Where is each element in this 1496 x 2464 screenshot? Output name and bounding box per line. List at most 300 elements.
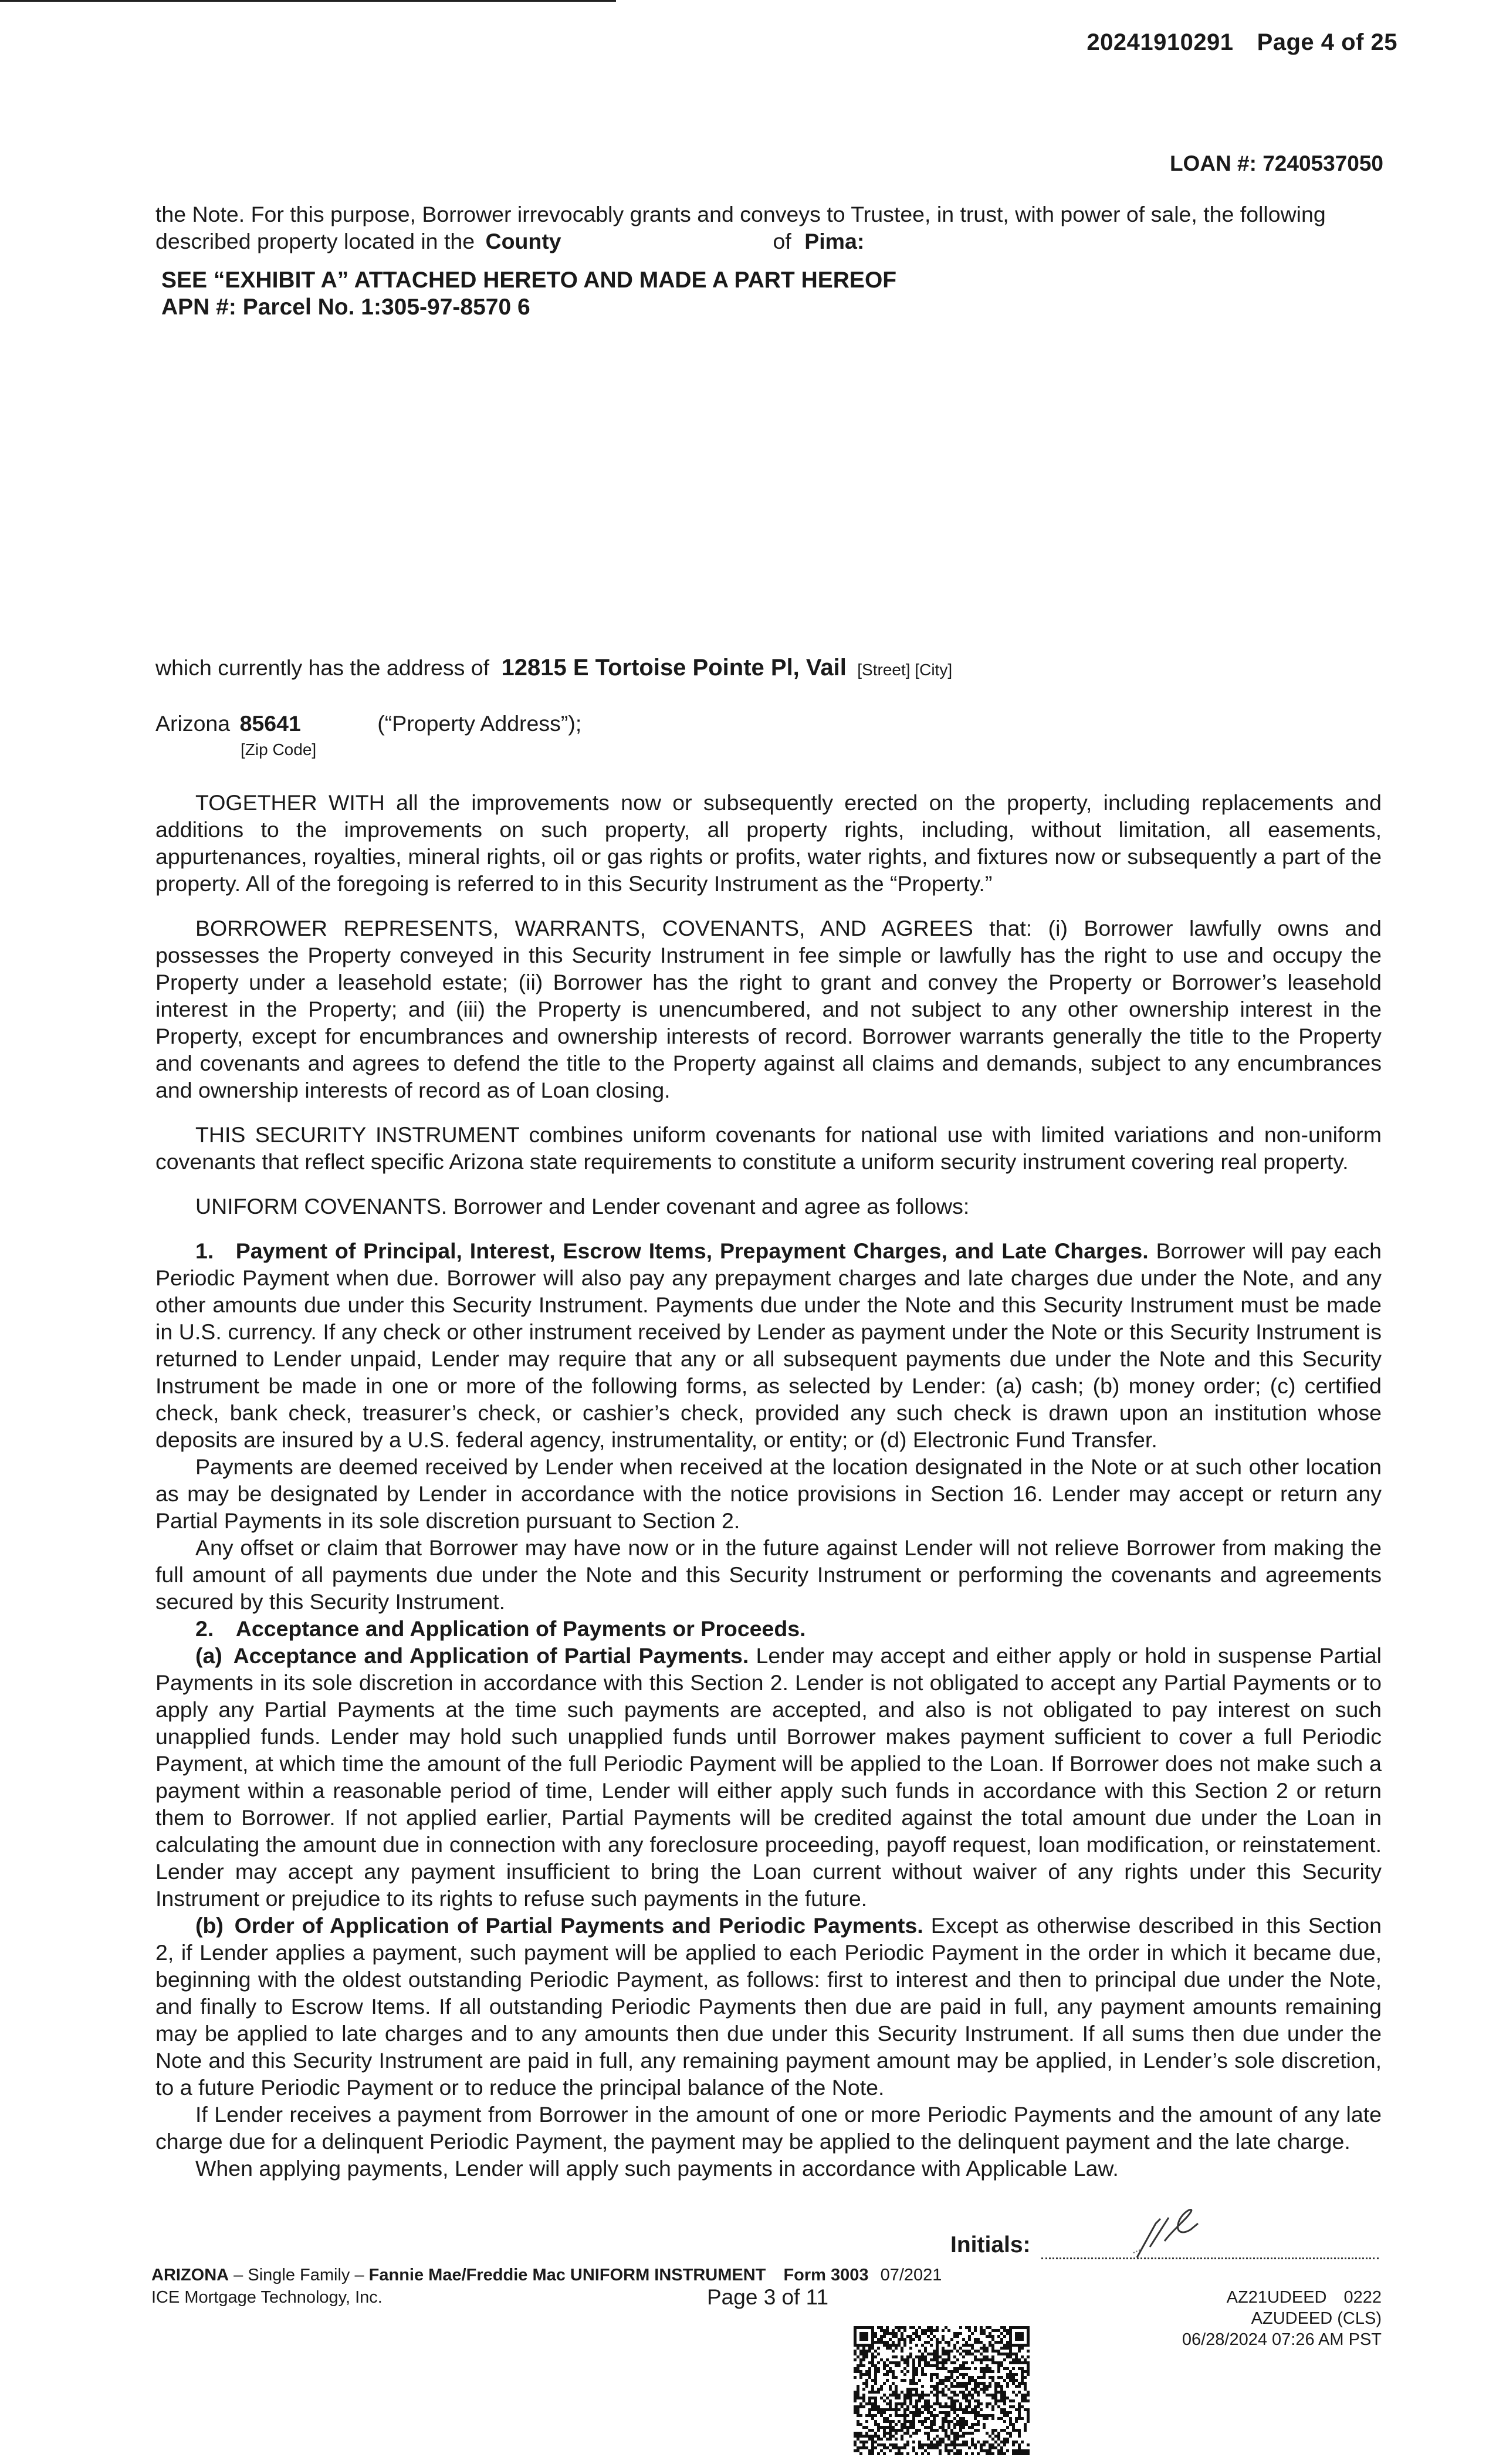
barcode-module <box>874 2370 877 2373</box>
barcode-module <box>1012 2376 1015 2379</box>
barcode-module <box>983 2358 986 2361</box>
barcode-module <box>909 2394 912 2397</box>
barcode-module <box>945 2379 947 2382</box>
barcode-module <box>901 2335 903 2338</box>
barcode-module <box>936 2394 939 2397</box>
barcode-module <box>901 2379 903 2382</box>
barcode-module <box>868 2449 871 2452</box>
barcode-module <box>959 2452 962 2455</box>
barcode-module <box>874 2399 877 2402</box>
barcode-module <box>909 2435 912 2438</box>
barcode-module <box>859 2405 862 2408</box>
barcode-module <box>956 2443 959 2446</box>
barcode-module <box>1018 2414 1021 2417</box>
barcode-module <box>868 2361 871 2364</box>
barcode-module <box>868 2435 871 2438</box>
barcode-module <box>889 2429 892 2432</box>
barcode-module <box>859 2423 862 2426</box>
main-body <box>155 789 1382 2182</box>
barcode-module <box>997 2364 1000 2367</box>
barcode-module <box>874 2414 877 2417</box>
barcode-module <box>1015 2394 1018 2397</box>
section-2b-heading: (b) Order of Application of Partial Payments and Periodic Payments. <box>195 1913 923 1938</box>
barcode-module <box>924 2361 927 2364</box>
barcode-module <box>1018 2350 1021 2353</box>
barcode-module <box>959 2426 962 2429</box>
barcode-module <box>895 2376 898 2379</box>
barcode-module <box>962 2364 965 2367</box>
barcode-module <box>1009 2420 1012 2423</box>
barcode-module <box>857 2446 859 2449</box>
barcode-module <box>909 2397 912 2399</box>
barcode-module <box>942 2411 945 2414</box>
barcode-module <box>874 2441 877 2443</box>
barcode-module <box>953 2426 956 2429</box>
barcode-module <box>947 2344 950 2347</box>
barcode-module <box>1027 2364 1030 2367</box>
barcode-module <box>950 2350 953 2353</box>
barcode-module <box>859 2373 862 2376</box>
barcode-module <box>997 2417 1000 2420</box>
barcode-module <box>942 2338 945 2341</box>
barcode-module <box>956 2449 959 2452</box>
barcode-module <box>1009 2411 1012 2414</box>
barcode-module <box>953 2438 956 2441</box>
barcode-module <box>942 2382 945 2385</box>
barcode-module <box>1006 2329 1009 2332</box>
barcode-module <box>918 2411 921 2414</box>
barcode-module <box>989 2335 991 2338</box>
barcode-module <box>1027 2344 1030 2347</box>
barcode-module <box>889 2426 892 2429</box>
barcode-module <box>924 2399 927 2402</box>
exhibit-line: SEE “EXHIBIT A” ATTACHED HERETO AND MADE A PART HEREOF <box>161 268 897 293</box>
barcode-module <box>892 2373 895 2376</box>
barcode-module <box>1027 2329 1030 2332</box>
barcode-module <box>936 2364 939 2367</box>
barcode-module <box>927 2411 930 2414</box>
barcode-module <box>1018 2446 1021 2449</box>
barcode-module <box>895 2408 898 2411</box>
barcode-module <box>962 2443 965 2446</box>
barcode-module <box>909 2402 912 2405</box>
barcode-module <box>921 2405 924 2408</box>
barcode-module <box>997 2361 1000 2364</box>
barcode-module <box>886 2370 889 2373</box>
barcode-module <box>942 2358 945 2361</box>
barcode-module <box>983 2373 986 2376</box>
barcode-module <box>956 2414 959 2417</box>
barcode-module <box>898 2429 901 2432</box>
barcode-module <box>956 2385 959 2388</box>
barcode-module <box>989 2376 991 2379</box>
barcode-module <box>968 2432 971 2435</box>
barcode-module <box>936 2388 939 2391</box>
barcode-module <box>986 2414 989 2417</box>
barcode-module <box>862 2373 865 2376</box>
barcode-module <box>903 2341 906 2344</box>
form-state: ARIZONA <box>151 2266 229 2284</box>
barcode-module <box>1000 2326 1003 2329</box>
barcode-module <box>871 2429 874 2432</box>
barcode-module <box>980 2332 983 2335</box>
barcode-module <box>965 2341 968 2344</box>
barcode-module <box>1027 2367 1030 2370</box>
barcode-module <box>871 2417 874 2420</box>
barcode-module <box>986 2326 989 2329</box>
barcode-module <box>915 2329 918 2332</box>
barcode-module <box>997 2329 1000 2332</box>
barcode-module <box>971 2438 974 2441</box>
barcode-module <box>1015 2326 1018 2329</box>
barcode-module <box>865 2385 868 2388</box>
barcode-module <box>918 2399 921 2402</box>
barcode-module <box>1018 2452 1021 2455</box>
barcode-module <box>874 2405 877 2408</box>
barcode-module <box>859 2361 862 2364</box>
barcode-module <box>968 2338 971 2341</box>
barcode-module <box>986 2335 989 2338</box>
barcode-module <box>877 2367 880 2370</box>
barcode-module <box>918 2429 921 2432</box>
barcode-module <box>986 2385 989 2388</box>
barcode-module <box>921 2385 924 2388</box>
barcode-module <box>880 2426 883 2429</box>
barcode-module <box>854 2332 857 2335</box>
barcode-module <box>1027 2414 1030 2417</box>
barcode-module <box>977 2423 980 2426</box>
barcode-module <box>909 2341 912 2344</box>
barcode-module <box>991 2370 994 2373</box>
barcode-module <box>968 2405 971 2408</box>
barcode-module <box>953 2411 956 2414</box>
barcode-module <box>871 2341 874 2344</box>
page-indicator: Page 4 of 25 <box>1257 29 1397 55</box>
barcode-module <box>868 2402 871 2405</box>
barcode-module <box>927 2443 930 2446</box>
barcode-module <box>1015 2420 1018 2423</box>
barcode-module <box>991 2417 994 2420</box>
barcode-module <box>1024 2388 1027 2391</box>
barcode-qr <box>854 2326 1030 2455</box>
barcode-module <box>953 2385 956 2388</box>
barcode-module <box>901 2391 903 2394</box>
barcode-module <box>956 2376 959 2379</box>
barcode-module <box>901 2402 903 2405</box>
barcode-module <box>877 2347 880 2350</box>
barcode-module <box>912 2370 915 2373</box>
barcode-module <box>971 2408 974 2411</box>
state-zip-line <box>155 710 581 737</box>
barcode-module <box>936 2443 939 2446</box>
barcode-module <box>1006 2414 1009 2417</box>
barcode-module <box>986 2355 989 2358</box>
barcode-module <box>912 2405 915 2408</box>
barcode-module <box>895 2344 898 2347</box>
barcode-module <box>906 2405 909 2408</box>
barcode-module <box>903 2329 906 2332</box>
barcode-module <box>939 2405 942 2408</box>
barcode-module <box>956 2420 959 2423</box>
barcode-module <box>983 2382 986 2385</box>
barcode-module <box>945 2443 947 2446</box>
barcode-module <box>903 2373 906 2376</box>
barcode-module <box>1003 2347 1006 2350</box>
barcode-module <box>986 2452 989 2455</box>
barcode-module <box>977 2452 980 2455</box>
barcode-module <box>933 2417 936 2420</box>
barcode-module <box>965 2373 968 2376</box>
barcode-module <box>994 2397 997 2399</box>
barcode-module <box>930 2420 933 2423</box>
barcode-module <box>942 2379 945 2382</box>
barcode-module <box>997 2341 1000 2344</box>
barcode-module <box>959 2326 962 2329</box>
barcode-module <box>1024 2361 1027 2364</box>
barcode-module <box>877 2435 880 2438</box>
barcode-module <box>883 2435 886 2438</box>
barcode-module <box>1021 2441 1024 2443</box>
barcode-module <box>889 2449 892 2452</box>
barcode-module <box>965 2399 968 2402</box>
barcode-module <box>959 2429 962 2432</box>
barcode-module <box>927 2335 930 2338</box>
barcode-module <box>965 2344 968 2347</box>
barcode-module <box>953 2432 956 2435</box>
barcode-module <box>1024 2452 1027 2455</box>
barcode-module <box>962 2373 965 2376</box>
barcode-module <box>898 2338 901 2341</box>
barcode-module <box>983 2414 986 2417</box>
barcode-module <box>962 2338 965 2341</box>
barcode-module <box>889 2385 892 2388</box>
barcode-module <box>933 2402 936 2405</box>
barcode-module <box>886 2344 889 2347</box>
barcode-module <box>947 2420 950 2423</box>
barcode-module <box>895 2405 898 2408</box>
barcode-module <box>947 2397 950 2399</box>
barcode-module <box>991 2394 994 2397</box>
barcode-module <box>953 2435 956 2438</box>
barcode-module <box>936 2326 939 2329</box>
barcode-module <box>912 2423 915 2426</box>
barcode-module <box>994 2435 997 2438</box>
barcode-module <box>898 2329 901 2332</box>
barcode-module <box>918 2361 921 2364</box>
barcode-module <box>974 2405 977 2408</box>
barcode-module <box>1006 2344 1009 2347</box>
barcode-module <box>877 2426 880 2429</box>
barcode-module <box>1027 2420 1030 2423</box>
barcode-module <box>909 2335 912 2338</box>
barcode-module <box>959 2385 962 2388</box>
barcode-module <box>871 2435 874 2438</box>
barcode-module <box>950 2441 953 2443</box>
barcode-module <box>956 2432 959 2435</box>
barcode-module <box>909 2426 912 2429</box>
barcode-module <box>918 2441 921 2443</box>
barcode-module <box>859 2432 862 2435</box>
barcode-module <box>868 2438 871 2441</box>
barcode-module <box>874 2402 877 2405</box>
barcode-module <box>1003 2397 1006 2399</box>
barcode-module <box>1012 2361 1015 2364</box>
barcode-module <box>857 2385 859 2388</box>
barcode-module <box>965 2441 968 2443</box>
barcode-module <box>1003 2452 1006 2455</box>
barcode-module <box>859 2353 862 2355</box>
barcode-module <box>868 2326 871 2329</box>
barcode-module <box>950 2405 953 2408</box>
barcode-module <box>909 2353 912 2355</box>
barcode-module <box>924 2417 927 2420</box>
barcode-module <box>983 2443 986 2446</box>
barcode-module <box>950 2420 953 2423</box>
barcode-module <box>977 2405 980 2408</box>
barcode-module <box>947 2350 950 2353</box>
barcode-module <box>1012 2358 1015 2361</box>
barcode-module <box>959 2367 962 2370</box>
barcode-module <box>989 2449 991 2452</box>
barcode-module <box>989 2402 991 2405</box>
barcode-module <box>859 2326 862 2329</box>
barcode-module <box>968 2326 971 2329</box>
barcode-module <box>892 2341 895 2344</box>
barcode-module <box>874 2379 877 2382</box>
barcode-module <box>991 2414 994 2417</box>
barcode-module <box>895 2347 898 2350</box>
barcode-module <box>892 2370 895 2373</box>
barcode-module <box>1006 2355 1009 2358</box>
barcode-module <box>986 2358 989 2361</box>
barcode-module <box>939 2382 942 2385</box>
barcode-module <box>989 2414 991 2417</box>
barcode-module <box>921 2367 924 2370</box>
barcode-module <box>977 2414 980 2417</box>
form-date: 07/2021 <box>880 2266 942 2284</box>
barcode-module <box>862 2347 865 2350</box>
barcode-module <box>1027 2443 1030 2446</box>
barcode-module <box>974 2411 977 2414</box>
barcode-module <box>921 2370 924 2373</box>
barcode-module <box>859 2435 862 2438</box>
barcode-module <box>939 2367 942 2370</box>
barcode-module <box>1021 2370 1024 2373</box>
barcode-module <box>883 2446 886 2449</box>
barcode-module <box>915 2429 918 2432</box>
barcode-module <box>977 2402 980 2405</box>
barcode-module <box>997 2335 1000 2338</box>
barcode-module <box>1009 2326 1012 2329</box>
barcode-module <box>1027 2335 1030 2338</box>
barcode-module <box>962 2397 965 2399</box>
barcode-module <box>889 2347 892 2350</box>
barcode-module <box>936 2402 939 2405</box>
barcode-module <box>953 2405 956 2408</box>
barcode-module <box>945 2394 947 2397</box>
barcode-module <box>924 2373 927 2376</box>
barcode-module <box>977 2391 980 2394</box>
barcode-module <box>1012 2399 1015 2402</box>
barcode-module <box>1003 2408 1006 2411</box>
barcode-module <box>886 2364 889 2367</box>
barcode-module <box>977 2358 980 2361</box>
barcode-module <box>953 2367 956 2370</box>
barcode-module <box>980 2341 983 2344</box>
barcode-module <box>956 2358 959 2361</box>
barcode-module <box>942 2350 945 2353</box>
form-page-of: Page 3 of 11 <box>707 2285 829 2309</box>
barcode-module <box>989 2344 991 2347</box>
barcode-module <box>936 2358 939 2361</box>
barcode-module <box>936 2399 939 2402</box>
barcode-module <box>903 2399 906 2402</box>
barcode-module <box>991 2446 994 2449</box>
barcode-module <box>912 2426 915 2429</box>
barcode-module <box>997 2367 1000 2370</box>
barcode-module <box>874 2382 877 2385</box>
barcode-module <box>901 2438 903 2441</box>
barcode-module <box>974 2429 977 2432</box>
barcode-module <box>862 2426 865 2429</box>
barcode-module <box>924 2408 927 2411</box>
barcode-module <box>977 2399 980 2402</box>
barcode-module <box>898 2341 901 2344</box>
barcode-module <box>927 2435 930 2438</box>
barcode-module <box>892 2376 895 2379</box>
barcode-module <box>883 2417 886 2420</box>
barcode-module <box>936 2367 939 2370</box>
barcode-module <box>962 2420 965 2423</box>
barcode-module <box>903 2414 906 2417</box>
barcode-module <box>936 2382 939 2385</box>
barcode-module <box>1018 2402 1021 2405</box>
barcode-module <box>918 2358 921 2361</box>
barcode-module <box>889 2361 892 2364</box>
barcode-module <box>991 2438 994 2441</box>
barcode-module <box>859 2402 862 2405</box>
barcode-module <box>968 2335 971 2338</box>
barcode-module <box>915 2408 918 2411</box>
this-security-paragraph: THIS SECURITY INSTRUMENT combines uniform covenants for national use with limited variations and non-uniform covenants that reflect specific Arizona state requirements to constitute a uniform security instrument covering real property. <box>155 1122 1382 1174</box>
barcode-module <box>880 2326 883 2329</box>
barcode-module <box>977 2376 980 2379</box>
barcode-module <box>1003 2399 1006 2402</box>
barcode-module <box>994 2446 997 2449</box>
barcode-module <box>1018 2326 1021 2329</box>
barcode-module <box>874 2373 877 2376</box>
borrower-represents-paragraph: BORROWER REPRESENTS, WARRANTS, COVENANTS, AND AGREES that: (i) Borrower lawfully owns and possesses the Property conveyed in this Security Instrument in fee simple or lawfully has the right to use and occupy the Property under a leasehold estate; (ii) Borrower has the right to grant and convey the Property or Borrower’s leasehold interest in the Property; and (iii) the Property is unencumbered, and not subject to any other ownership interest in the Property, except for encumbrances and ownership interests of record. Borrower warrants generally the title to the Property and covenants and agrees to defend the title to the Property against all claims and demands, subject to any encumbrances and ownership interests of record as of Loan closing. <box>155 916 1382 1102</box>
barcode-module <box>927 2353 930 2355</box>
barcode-module <box>1006 2426 1009 2429</box>
barcode-module <box>965 2405 968 2408</box>
initials-label: Initials: <box>950 2232 1031 2257</box>
barcode-module <box>857 2411 859 2414</box>
barcode-module <box>921 2452 924 2455</box>
barcode-module <box>915 2344 918 2347</box>
barcode-module <box>924 2426 927 2429</box>
street-city-labels: [Street] [City] <box>857 661 953 679</box>
barcode-module <box>1000 2361 1003 2364</box>
barcode-module <box>909 2347 912 2350</box>
barcode-module <box>936 2397 939 2399</box>
barcode-module <box>942 2438 945 2441</box>
barcode-module <box>1021 2338 1024 2341</box>
barcode-module <box>930 2376 933 2379</box>
recording-header <box>1087 29 1397 56</box>
barcode-module <box>883 2426 886 2429</box>
barcode-module <box>903 2326 906 2329</box>
